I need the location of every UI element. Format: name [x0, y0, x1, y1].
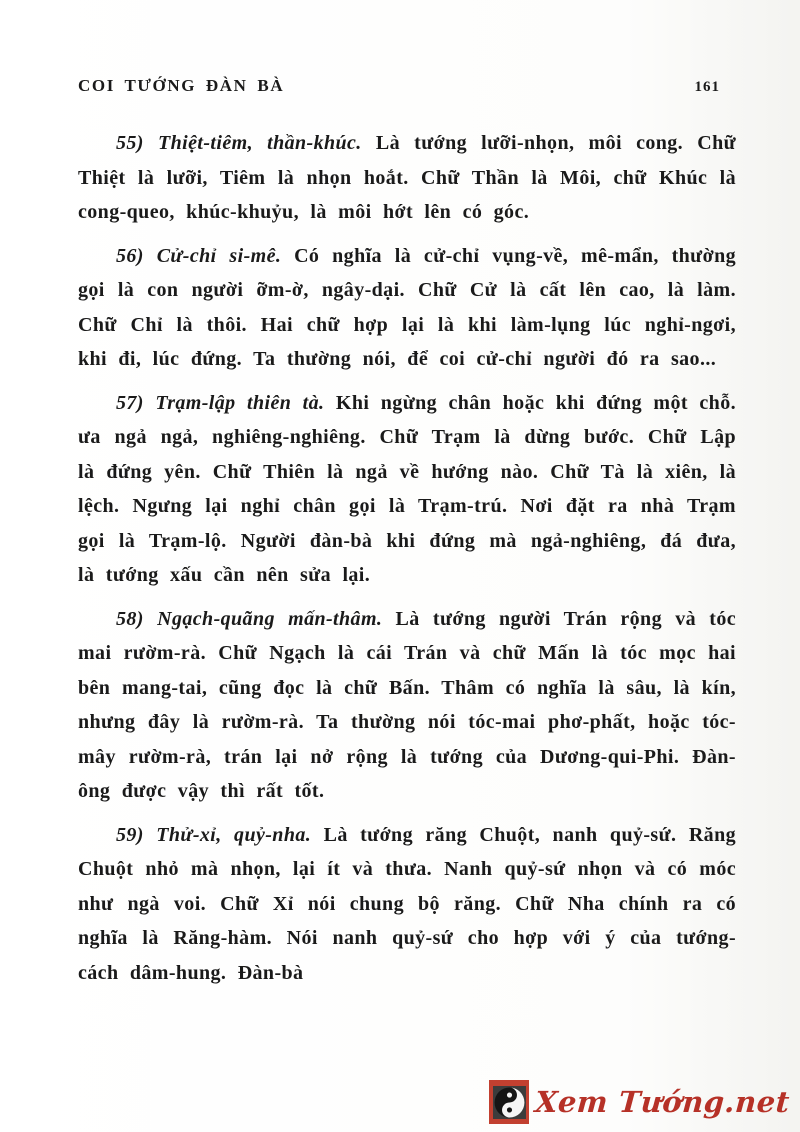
running-title: COI TƯỚNG ĐÀN BÀ: [78, 76, 285, 95]
paragraph-body: Có nghĩa là cử-chỉ vụng-về, mê-mẩn, thường gọi là con người ỡm-ờ, ngây-dại. Chữ Cử là cất lên cao, là làm. Chữ Chỉ là thôi. Hai chữ hợp lại là khi làm-lụng lúc nghỉ-ngơi, khi đi, lúc đứng. Ta thường nói, để coi cử-chỉ người đó ra sao...: [78, 244, 736, 370]
paragraph-number: 58): [116, 607, 144, 630]
xemtuong-watermark: [489, 1080, 790, 1124]
page-number: 161: [694, 79, 720, 95]
paragraph-55: [78, 126, 736, 230]
paragraph-body: Là tướng lưỡi-nhọn, môi cong. Chữ Thiệt là lưỡi, Tiêm là nhọn hoắt. Chữ Thần là Môi, chữ Khúc là cong-queo, khúc-khuỷu, là môi hớt lên có góc.: [78, 132, 736, 223]
paragraph-term: Trạm-lập thiên tà.: [155, 391, 325, 414]
paragraph-number: 59): [116, 823, 144, 846]
paragraph-term: Thiệt-tiêm, thần-khúc.: [158, 132, 362, 154]
paragraph-body: Là tướng răng Chuột, nanh quỷ-sứ. Răng Chuột nhỏ mà nhọn, lại ít và thưa. Nanh quỷ-sứ nhọn và có móc như ngà voi. Chữ Xỉ nói chung bộ răng. Chữ Nha chính ra có nghĩa là Răng-hàm. Nói nanh quỷ-sứ cho hợp với ý của tướng-cách dâm-hung. Đàn-bà: [78, 823, 736, 984]
paragraph-body: Là tướng người Trán rộng và tóc mai rườm-rà. Chữ Ngạch là cái Trán và chữ Mấn là tóc mọc hai bên mang-tai, cũng đọc là chữ Bấn. Thâm có nghĩa là sâu, là kín, nhưng đây là rườm-rà. Ta thường nói tóc-mai phơ-phất, hoặc tóc-mây rườm-rà, trán lại nở rộng là tướng của Dương-qui-Phi. Đàn-ông được vậy thì rất tốt.: [78, 607, 736, 802]
paragraph-term: Cử-chỉ si-mê.: [156, 244, 282, 267]
paragraph-number: 56): [116, 244, 144, 267]
paragraph-number: 57): [116, 391, 144, 414]
paragraph-term: Thử-xỉ, quỷ-nha.: [156, 823, 312, 846]
paragraph-number: 55): [116, 132, 144, 154]
paragraph-term: Ngạch-quãng mấn-thâm.: [157, 607, 383, 630]
yin-yang-icon: [489, 1080, 529, 1124]
paragraph-58: [78, 602, 736, 809]
paragraph-56: [78, 239, 736, 377]
paragraph-body: Khi ngừng chân hoặc khi đứng một chỗ. ưa ngả ngả, nghiêng-nghiêng. Chữ Trạm là dừng bước. Chữ Lập là đứng yên. Chữ Thiên là ngả về hướng nào. Chữ Tà là xiên, là lệch. Ngưng lại nghỉ chân gọi là Trạm-trú. Nơi đặt ra nhà Trạm gọi là Trạm-lộ. Người đàn-bà khi đứng mà ngả-nghiêng, đá đưa, là tướng xấu cần nên sửa lại.: [78, 391, 737, 586]
page-header: [78, 76, 736, 96]
watermark-text: Xem Tướng.net: [534, 1084, 792, 1119]
paragraph-59: [78, 818, 736, 991]
paragraph-57: [78, 386, 736, 593]
